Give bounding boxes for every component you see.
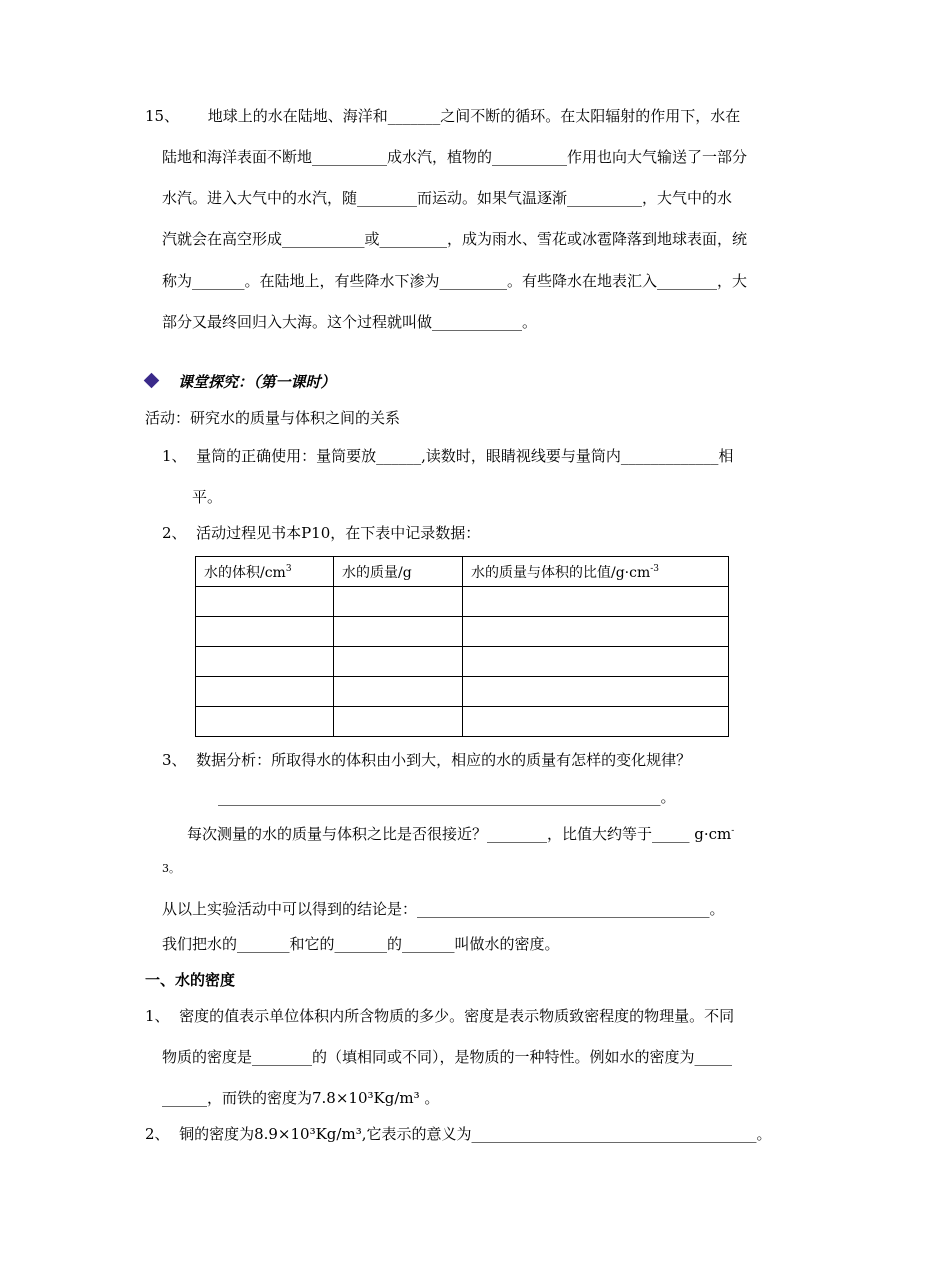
table-cell[interactable] bbox=[463, 587, 729, 617]
table-cell[interactable] bbox=[334, 617, 463, 647]
table-cell[interactable] bbox=[334, 677, 463, 707]
conclusion-line: 从以上实验活动中可以得到的结论是：_______________________________________。 bbox=[162, 900, 725, 918]
table-cell[interactable] bbox=[196, 647, 334, 677]
table-cell[interactable] bbox=[196, 617, 334, 647]
q15-line-3: 水汽。进入大气中的水汽，随________而运动。如果气温逐渐__________，大气中的水 bbox=[162, 189, 733, 207]
q15-line-5: 称为_______。在陆地上，有些降水下渗为_________。有些降水在地表汇入________，大 bbox=[162, 272, 748, 290]
table-row bbox=[196, 647, 729, 677]
diamond-bullet-icon bbox=[144, 373, 160, 389]
header-ratio: 水的质量与体积的比值$/g\cdot cm^{-3}$ bbox=[463, 557, 729, 587]
table-cell[interactable] bbox=[196, 707, 334, 737]
table-cell[interactable] bbox=[463, 677, 729, 707]
table-cell[interactable] bbox=[334, 707, 463, 737]
table-cell[interactable] bbox=[334, 647, 463, 677]
activity-title: 活动：研究水的质量与体积之间的关系 bbox=[145, 409, 401, 427]
table-header-row bbox=[196, 557, 729, 587]
table-cell[interactable] bbox=[196, 677, 334, 707]
table-row bbox=[196, 617, 729, 647]
section-title: 课堂探究：（第一课时） bbox=[178, 373, 336, 391]
density-section-title: 一、水的密度 bbox=[145, 971, 236, 989]
density-item-1-line-2: 物质的密度是________的（填相同或不同），是物质的一种特性。例如水的密度为_____ bbox=[162, 1048, 733, 1066]
item-3: 3、 数据分析：所取得水的体积由小到大，相应的水的质量有怎样的变化规律？ bbox=[162, 751, 692, 769]
q15-line-4: 汽就会在高空形成___________或_________，成为雨水、雪花或冰雹降落到地球表面，统 bbox=[162, 230, 748, 248]
table-cell[interactable] bbox=[463, 617, 729, 647]
q15-line-1: 15、 地球上的水在陆地、海洋和_______之间不断的循环。在太阳辐射的作用下，水在 bbox=[145, 107, 741, 125]
table-row bbox=[196, 587, 729, 617]
header-volume: 水的体积$/cm^3$ bbox=[196, 557, 334, 587]
item-2: 2、 活动过程见书本P10，在下表中记录数据： bbox=[162, 524, 481, 542]
density-item-1-line-3: ______，而铁的密度为7.8×10³Kg/m³ 。 bbox=[162, 1089, 440, 1107]
answer-blank-line[interactable]: ___________________________________________________________。 bbox=[218, 788, 676, 806]
table-cell[interactable] bbox=[463, 707, 729, 737]
density-item-1-line-1: 1、 密度的值表示单位体积内所含物质的多少。密度是表示物质致密程度的物理量。不同 bbox=[145, 1007, 735, 1025]
table-cell[interactable] bbox=[196, 587, 334, 617]
ratio-question: 每次测量的水的质量与体积之比是否很接近？________，比值大约等于_____ g·cm- bbox=[187, 825, 735, 843]
definition-line: 我们把水的_______和它的_______的_______叫做水的密度。 bbox=[162, 935, 560, 953]
header-mass: 水的质量/g bbox=[334, 557, 463, 587]
table-row bbox=[196, 677, 729, 707]
ratio-question-cont: 3。 bbox=[162, 862, 180, 875]
q15-line-6: 部分又最终回归入大海。这个过程就叫做____________。 bbox=[162, 313, 538, 331]
table-row bbox=[196, 707, 729, 737]
density-item-2: 2、 铜的密度为8.9×10³Kg/m³,它表示的意义为______________________________________。 bbox=[145, 1125, 772, 1143]
table-cell[interactable] bbox=[463, 647, 729, 677]
data-record-table bbox=[195, 556, 729, 737]
item-1-line-1: 1、 量筒的正确使用：量筒要放______,读数时，眼睛视线要与量筒内_____________相 bbox=[162, 447, 734, 465]
table-cell[interactable] bbox=[334, 587, 463, 617]
q15-line-2: 陆地和海洋表面不断地__________成水汽，植物的__________作用也向大气输送了一部分 bbox=[162, 148, 748, 166]
item-1-line-2: 平。 bbox=[192, 488, 223, 506]
